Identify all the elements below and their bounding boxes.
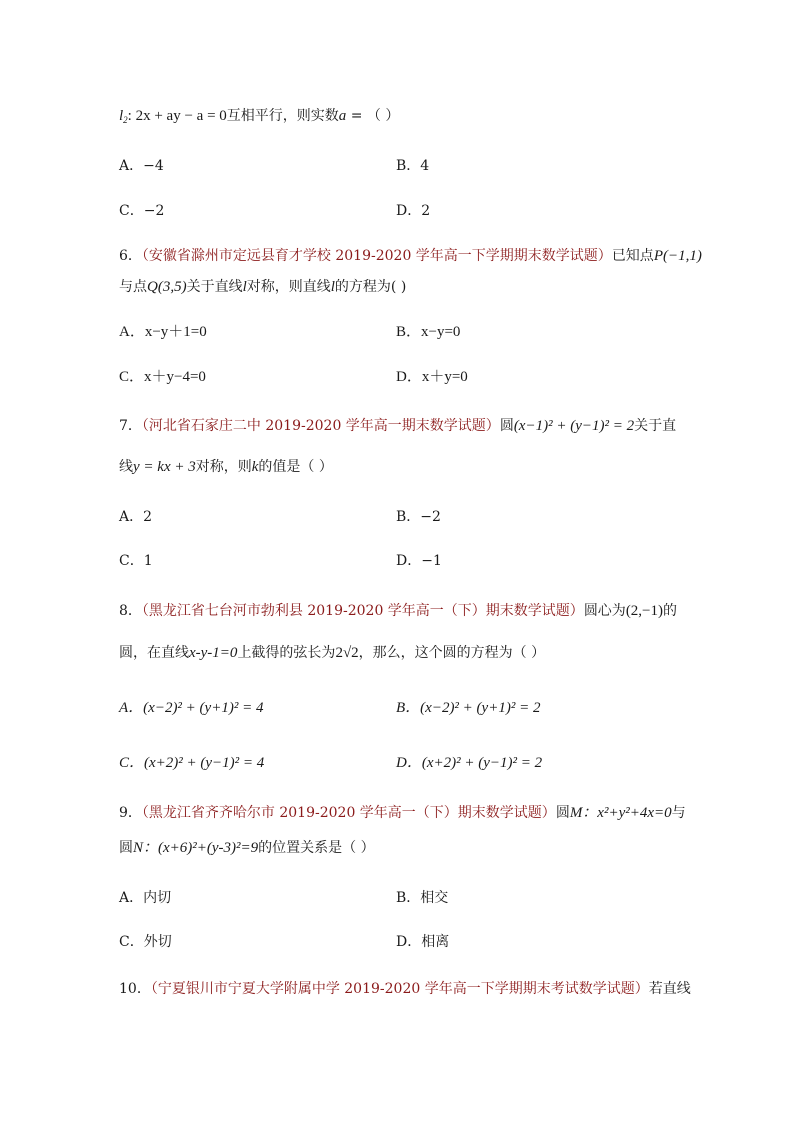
q8-stem-text: 圆心为 (583, 603, 626, 619)
q5-stem-continuation (119, 106, 399, 130)
q9-number: 9． (119, 805, 142, 821)
q8-center: (2,−1) (625, 603, 664, 619)
q10-stem-text: 若直线 (648, 981, 691, 997)
q7-variable-k: k (251, 459, 259, 475)
q7-line-equation: y = kx + 3 (133, 459, 196, 475)
q6-line-l: l (242, 279, 247, 295)
q7-option-d[interactable]: D．−1 (396, 553, 442, 569)
q6-stem-text: 的方程为( ) (334, 279, 407, 295)
q7-stem-text: 对称，则 (195, 459, 252, 475)
q9-stem-text: 的位置关系是（ ） (258, 840, 375, 856)
q6-option-a[interactable]: A．x−y＋1=0 (119, 324, 207, 340)
q6-stem-text: 关于直线 (186, 279, 243, 295)
q5-option-d[interactable]: D．2 (396, 203, 431, 219)
q8-number: 8． (119, 603, 142, 619)
q5-stem-tail: = （ ） (346, 108, 400, 124)
q10-stem-line1 (119, 979, 691, 999)
q9-stem-text: 圆 (119, 840, 133, 856)
q6-line-l: l (330, 279, 335, 295)
q9-option-b[interactable]: B．相交 (396, 890, 449, 906)
q8-line-equation: x-y-1=0 (189, 645, 238, 661)
q9-source: （黑龙江省齐齐哈尔市 2019-2020 学年高一（下）期末数学试题） (141, 805, 556, 821)
q5-line-equation: : 2x + ay − a = 0 (127, 108, 227, 124)
q9-option-d[interactable]: D．相离 (396, 934, 450, 950)
q6-stem-line2 (119, 277, 406, 297)
q9-circle-n: N：(x+6)²+(y-3)²=9 (133, 840, 259, 856)
q6-option-b[interactable]: B．x−y=0 (396, 324, 461, 340)
q8-chord-length: 2√2 (335, 645, 359, 661)
q7-option-b[interactable]: B．−2 (396, 509, 441, 525)
q9-stem-text: 圆 (555, 805, 570, 821)
q7-number: 7． (119, 418, 142, 434)
q8-stem-line2 (119, 643, 545, 663)
q6-stem-text: 对称，则直线 (246, 279, 331, 295)
q6-point-p: P(−1,1) (653, 248, 702, 264)
q6-number: 6． (119, 248, 142, 264)
q7-option-c[interactable]: C．1 (119, 553, 153, 569)
q6-stem-text: 已知点 (611, 248, 654, 264)
q6-source: （安徽省滁州市定远县育才学校 2019-2020 学年高一下学期期末数学试题） (141, 248, 612, 264)
q9-stem-line1 (119, 803, 686, 823)
q7-circle-equation: (x−1)² + (y−1)² = 2 (513, 418, 635, 434)
q6-stem-text: 与点 (119, 279, 147, 295)
q7-stem-text: 圆 (499, 418, 514, 434)
q9-option-c[interactable]: C．外切 (119, 934, 172, 950)
q8-stem-line1 (119, 601, 677, 621)
q8-option-a[interactable]: A．(x−2)² + (y+1)² = 4 (119, 700, 264, 716)
q6-stem-line1 (119, 246, 702, 266)
q5-stem-text: 互相平行，则实数 (226, 108, 339, 124)
q6-option-d[interactable]: D．x＋y=0 (396, 369, 468, 385)
q8-option-b[interactable]: B．(x−2)² + (y+1)² = 2 (396, 700, 541, 716)
q5-option-c[interactable]: C．−2 (119, 203, 165, 219)
q8-stem-text: 的 (663, 603, 678, 619)
q5-variable: a (338, 108, 347, 124)
q9-stem-line2 (119, 838, 375, 858)
q7-option-a[interactable]: A．2 (119, 509, 153, 525)
q8-stem-text: ，那么，这个圆的方程为（ ） (358, 645, 546, 661)
q9-stem-text: 与 (671, 805, 686, 821)
q9-circle-m: M：x²+y²+4x=0 (569, 805, 672, 821)
q7-stem-text: 关于直 (634, 418, 677, 434)
q10-source: （宁夏银川市宁夏大学附属中学 2019-2020 学年高一下学期期末考试数学试题） (150, 981, 649, 997)
q7-stem-line2 (119, 457, 333, 477)
q9-option-a[interactable]: A．内切 (119, 890, 172, 906)
q8-option-d[interactable]: D．(x+2)² + (y−1)² = 2 (396, 755, 543, 771)
q5-line-label: $l_2$ (119, 108, 128, 125)
q7-stem-line1 (119, 416, 676, 436)
q7-source: （河北省石家庄二中 2019-2020 学年高一期末数学试题） (141, 418, 500, 434)
q10-number: 10． (119, 981, 151, 997)
q5-option-a[interactable]: A．−4 (119, 158, 164, 174)
q8-source: （黑龙江省七台河市勃利县 2019-2020 学年高一（下）期末数学试题） (141, 603, 584, 619)
q8-stem-text: 上截得的弦长为 (237, 645, 336, 661)
q7-stem-text: 线 (119, 459, 133, 475)
q7-stem-text: 的值是（ ） (258, 459, 333, 475)
q5-option-b[interactable]: B．4 (396, 158, 430, 174)
q8-stem-text: 圆，在直线 (119, 645, 189, 661)
q6-point-q: Q(3,5) (147, 279, 187, 295)
q8-option-c[interactable]: C．(x+2)² + (y−1)² = 4 (119, 755, 265, 771)
q6-option-c[interactable]: C．x＋y−4=0 (119, 369, 206, 385)
